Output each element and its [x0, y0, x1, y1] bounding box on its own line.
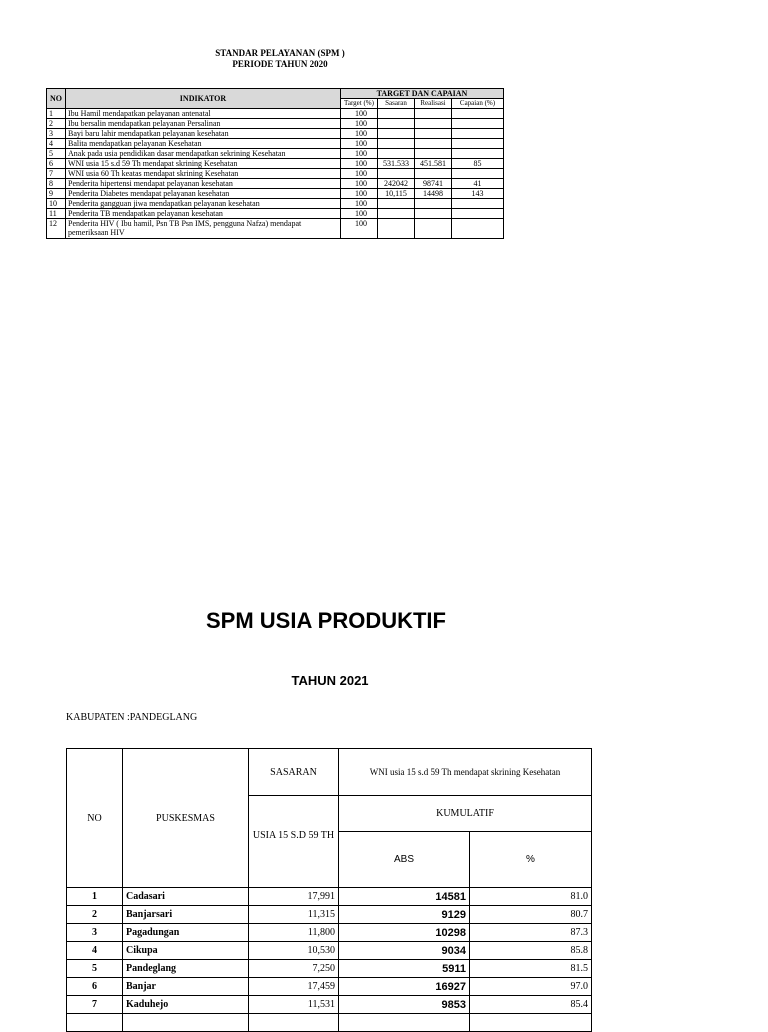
- row-puskesmas: Banjarsari: [123, 906, 249, 924]
- row-indikator: Penderita hipertensi mendapat pelayanan kesehatan: [66, 179, 341, 189]
- row-sasaran: [378, 139, 415, 149]
- row-sasaran: [378, 149, 415, 159]
- row-abs: 14581: [339, 888, 470, 906]
- row-no: 10: [47, 199, 66, 209]
- row-no: 7: [67, 996, 123, 1014]
- row-indikator: Anak pada usia pendidikan dasar mendapatkan sekrining Kesehatan: [66, 149, 341, 159]
- spm-2020-table: [46, 88, 504, 239]
- row-no: 2: [67, 906, 123, 924]
- row-puskesmas: Pagadungan: [123, 924, 249, 942]
- table-row: [67, 978, 592, 996]
- row-no: 3: [67, 924, 123, 942]
- row-pct: 97.0: [470, 978, 592, 996]
- row-sasaran: [249, 1014, 339, 1032]
- doc1-title-line2: PERIODE TAHUN 2020: [232, 59, 328, 69]
- row-indikator: Ibu Hamil mendapatkan pelayanan antenatal: [66, 109, 341, 119]
- row-no: 1: [47, 109, 66, 119]
- row-realisasi: [415, 169, 452, 179]
- table-row: [47, 129, 504, 139]
- row-realisasi: [415, 199, 452, 209]
- row-no: 4: [47, 139, 66, 149]
- row-sasaran: 17,991: [249, 888, 339, 906]
- row-realisasi: [415, 139, 452, 149]
- table-row: [47, 219, 504, 239]
- header-target: Target (%): [341, 99, 378, 109]
- row-no: 1: [67, 888, 123, 906]
- table-row: [67, 1014, 592, 1032]
- header-pct: %: [470, 832, 592, 888]
- kabupaten-label: KABUPATEN :PANDEGLANG: [66, 712, 198, 723]
- row-target: 100: [341, 109, 378, 119]
- row-puskesmas: Cikupa: [123, 942, 249, 960]
- row-realisasi: [415, 119, 452, 129]
- table-row: [67, 888, 592, 906]
- doc2-title: SPM USIA PRODUKTIF: [206, 608, 446, 633]
- row-no: 6: [47, 159, 66, 169]
- spm-usia-produktif-body: [67, 888, 592, 1032]
- row-pct: 81.5: [470, 960, 592, 978]
- row-target: 100: [341, 169, 378, 179]
- row-no: 8: [47, 179, 66, 189]
- row-abs: 9129: [339, 906, 470, 924]
- header-target-dan-capaian: TARGET DAN CAPAIAN: [341, 89, 504, 99]
- row-pct: [470, 1014, 592, 1032]
- header-indikator: WNI usia 15 s.d 59 Th mendapat skrining Kesehatan: [339, 749, 592, 796]
- row-puskesmas: Cadasari: [123, 888, 249, 906]
- row-abs: [339, 1014, 470, 1032]
- row-sasaran: 7,250: [249, 960, 339, 978]
- row-no: 2: [47, 119, 66, 129]
- row-capaian: 143: [452, 189, 504, 199]
- row-no: 6: [67, 978, 123, 996]
- header-capaian: Capaian (%): [452, 99, 504, 109]
- spm-2020-table-body: [47, 109, 504, 239]
- row-no: 12: [47, 219, 66, 239]
- row-capaian: [452, 109, 504, 119]
- row-target: 100: [341, 119, 378, 129]
- row-pct: 85.4: [470, 996, 592, 1014]
- row-sasaran: 11,800: [249, 924, 339, 942]
- row-sasaran: [378, 119, 415, 129]
- row-no: 9: [47, 189, 66, 199]
- row-no: 5: [47, 149, 66, 159]
- row-capaian: [452, 139, 504, 149]
- row-realisasi: [415, 129, 452, 139]
- row-no: [67, 1014, 123, 1032]
- row-capaian: [452, 209, 504, 219]
- table-row: [47, 149, 504, 159]
- header-no: NO: [67, 749, 123, 888]
- row-target: 100: [341, 139, 378, 149]
- row-capaian: [452, 119, 504, 129]
- row-indikator: Bayi baru lahir mendapatkan pelayanan kesehatan: [66, 129, 341, 139]
- row-indikator: Balita mendapatkan pelayanan Kesehatan: [66, 139, 341, 149]
- table-row: [67, 942, 592, 960]
- row-indikator: Ibu bersalin mendapatkan pelayanan Persalinan: [66, 119, 341, 129]
- row-pct: 85.8: [470, 942, 592, 960]
- row-sasaran: 531.533: [378, 159, 415, 169]
- table-row: [47, 119, 504, 129]
- row-sasaran: 11,531: [249, 996, 339, 1014]
- row-realisasi: 451.581: [415, 159, 452, 169]
- table-row: [47, 189, 504, 199]
- row-no: 5: [67, 960, 123, 978]
- doc1-title-line1: STANDAR PELAYANAN (SPM ): [215, 48, 345, 58]
- row-capaian: [452, 219, 504, 239]
- row-indikator: Penderita gangguan jiwa mendapatkan pelayanan kesehatan: [66, 199, 341, 209]
- row-abs: 9853: [339, 996, 470, 1014]
- row-target: 100: [341, 199, 378, 209]
- row-abs: 9034: [339, 942, 470, 960]
- row-no: 7: [47, 169, 66, 179]
- row-target: 100: [341, 129, 378, 139]
- table-row: [67, 996, 592, 1014]
- row-indikator: WNI usia 15 s.d 59 Th mendapat skrining Kesehatan: [66, 159, 341, 169]
- row-indikator: Penderita HIV ( Ibu hamil, Psn TB Psn IMS, pengguna Nafza) mendapat pemeriksaan HIV: [66, 219, 341, 239]
- header-usia: USIA 15 S.D 59 TH: [249, 796, 339, 888]
- row-target: 100: [341, 209, 378, 219]
- row-sasaran: 242042: [378, 179, 415, 189]
- row-puskesmas: Pandeglang: [123, 960, 249, 978]
- row-sasaran: [378, 109, 415, 119]
- row-realisasi: 14498: [415, 189, 452, 199]
- table-row: [47, 169, 504, 179]
- row-abs: 10298: [339, 924, 470, 942]
- row-realisasi: 98741: [415, 179, 452, 189]
- row-sasaran: [378, 129, 415, 139]
- row-target: 100: [341, 149, 378, 159]
- row-puskesmas: Banjar: [123, 978, 249, 996]
- row-sasaran: 10,115: [378, 189, 415, 199]
- row-puskesmas: [123, 1014, 249, 1032]
- row-sasaran: [378, 219, 415, 239]
- row-sasaran: 17,459: [249, 978, 339, 996]
- row-no: 4: [67, 942, 123, 960]
- table-row: [47, 109, 504, 119]
- row-no: 11: [47, 209, 66, 219]
- table-row: [67, 906, 592, 924]
- header-realisasi: Realisasi: [415, 99, 452, 109]
- row-indikator: WNI usia 60 Th keatas mendapat skrining Kesehatan: [66, 169, 341, 179]
- row-realisasi: [415, 149, 452, 159]
- table-row: [47, 209, 504, 219]
- row-capaian: [452, 129, 504, 139]
- header-puskesmas: PUSKESMAS: [123, 749, 249, 888]
- row-capaian: 85: [452, 159, 504, 169]
- row-realisasi: [415, 219, 452, 239]
- row-sasaran: [378, 169, 415, 179]
- row-realisasi: [415, 109, 452, 119]
- row-capaian: [452, 199, 504, 209]
- row-sasaran: [378, 199, 415, 209]
- table-row: [47, 199, 504, 209]
- table-row: [67, 960, 592, 978]
- row-sasaran: 11,315: [249, 906, 339, 924]
- header-sasaran: SASARAN: [249, 749, 339, 796]
- header-no: NO: [47, 89, 66, 109]
- header-sasaran: Sasaran: [378, 99, 415, 109]
- table-row: [47, 179, 504, 189]
- row-target: 100: [341, 159, 378, 169]
- row-indikator: Penderita TB mendapatkan pelayanan kesehatan: [66, 209, 341, 219]
- row-realisasi: [415, 209, 452, 219]
- spm-usia-produktif-table: [66, 748, 592, 1032]
- row-abs: 16927: [339, 978, 470, 996]
- row-sasaran: 10,530: [249, 942, 339, 960]
- row-pct: 80.7: [470, 906, 592, 924]
- row-target: 100: [341, 179, 378, 189]
- table-row: [47, 159, 504, 169]
- doc2-year: TAHUN 2021: [291, 673, 369, 688]
- row-capaian: 41: [452, 179, 504, 189]
- table-row: [47, 139, 504, 149]
- header-kumulatif: KUMULATIF: [339, 796, 592, 832]
- table-row: [67, 924, 592, 942]
- row-target: 100: [341, 189, 378, 199]
- row-pct: 87.3: [470, 924, 592, 942]
- row-indikator: Penderita Diabetes mendapat pelayanan kesehatan: [66, 189, 341, 199]
- row-capaian: [452, 149, 504, 159]
- row-target: 100: [341, 219, 378, 239]
- row-capaian: [452, 169, 504, 179]
- row-puskesmas: Kaduhejo: [123, 996, 249, 1014]
- header-abs: ABS: [339, 832, 470, 888]
- row-pct: 81.0: [470, 888, 592, 906]
- header-indikator: INDIKATOR: [66, 89, 341, 109]
- doc1-title: [0, 48, 560, 70]
- row-abs: 5911: [339, 960, 470, 978]
- row-sasaran: [378, 209, 415, 219]
- row-no: 3: [47, 129, 66, 139]
